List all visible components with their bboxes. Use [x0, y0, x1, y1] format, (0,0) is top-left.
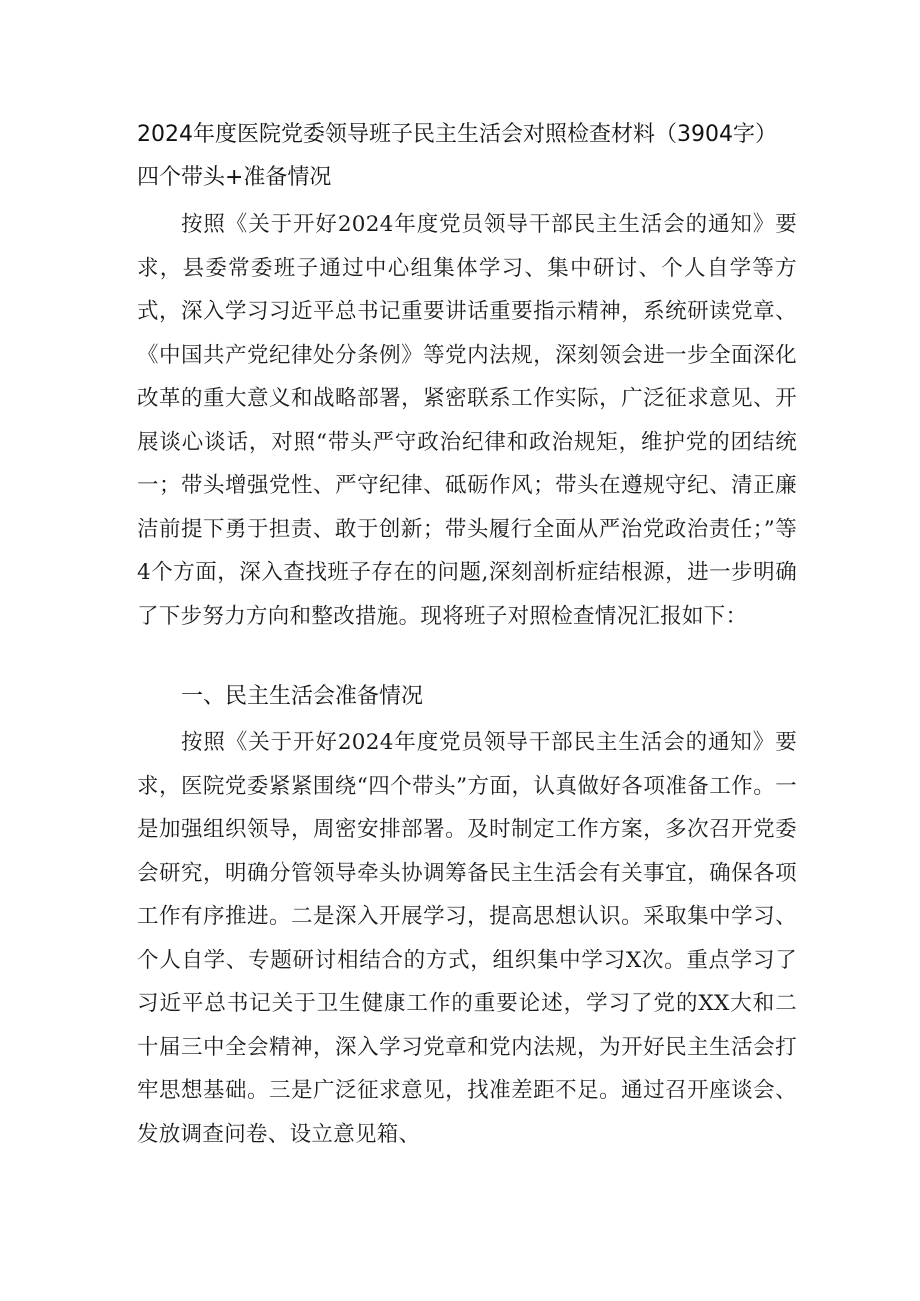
- document-title: 2024年度医院党委领导班子民主生活会对照检查材料（3904字）: [137, 122, 777, 147]
- intro-paragraph: 按照《关于开好2024年度党员领导干部民主生活会的通知》要求，县委常委班子通过中心组集体学习、集中研讨、个人自学等方式，深入学习习近平总书记重要讲话重要指示精神，系统研读党章、《中国共产党纪律处分条例》等党内法规，深刻领会进一步全面深化改革的重大意义和战略部署，紧密联系工作实际，广泛征求意见、开展谈心谈话，对照“带头严守政治纪律和政治规矩，维护党的团结统一；带头增强党性、严守纪律、砥砺作风；带头在遵规守纪、清正廉洁前提下勇于担责、敢于创新；带头履行全面从严治党政治责任；”等4个方面，深入查找班子存在的问题,深刻剖析症结根源，进一步明确了下步努力方向和整改措施。现将班子对照检查情况汇报如下：: [137, 212, 797, 629]
- section-heading: 一、民主生活会准备情况: [181, 684, 424, 709]
- document-subtitle: 四个带头+准备情况: [137, 165, 332, 190]
- section-paragraph: 按照《关于开好2024年度党员领导干部民主生活会的通知》要求，医院党委紧紧围绕“四个带头”方面，认真做好各项准备工作。一是加强组织领导，周密安排部署。及时制定工作方案，多次召开党委会研究，明确分管领导牵头协调筹备民主生活会有关事宜，确保各项工作有序推进。二是深入开展学习，提高思想认识。采取集中学习、个人自学、专题研讨相结合的方式，组织集中学习X次。重点学习了习近平总书记关于卫生健康工作的重要论述，学习了党的XX大和二十届三中全会精神，深入学习党章和党内法规，为开好民主生活会打牢思想基础。三是广泛征求意见，找准差距不足。通过召开座谈会、发放调查问卷、设立意见箱、: [137, 730, 797, 1147]
